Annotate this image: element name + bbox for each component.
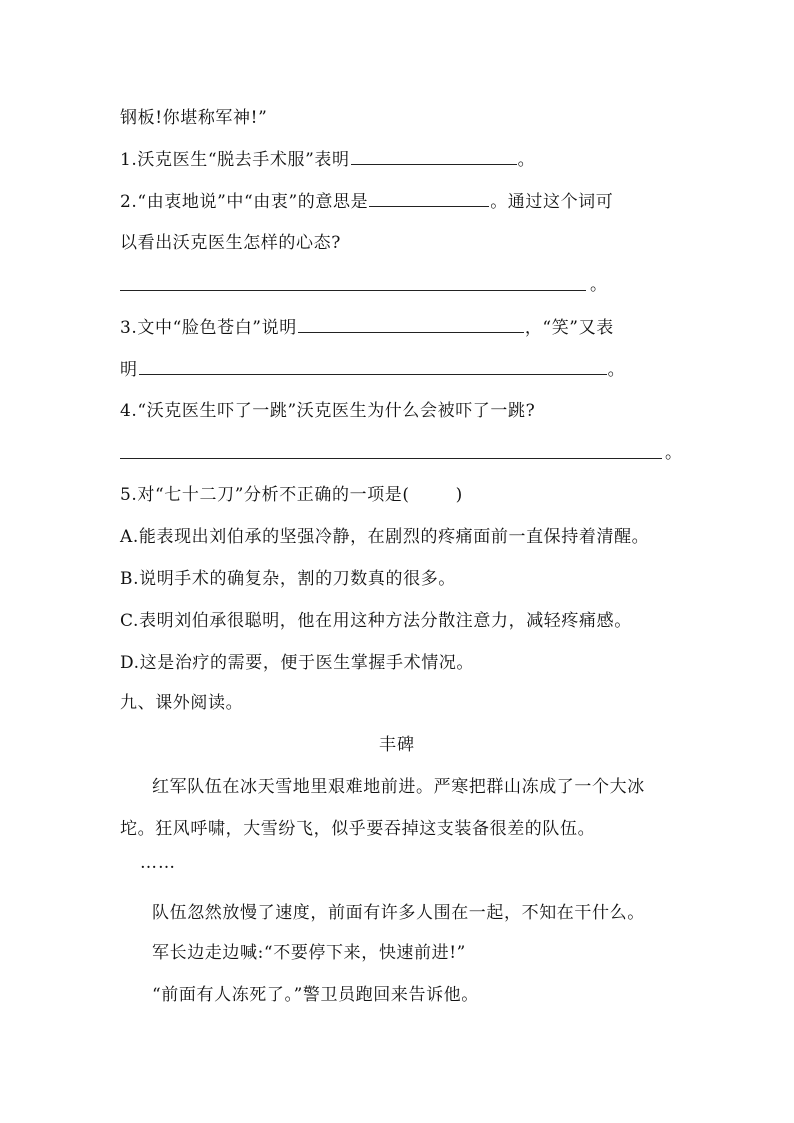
paragraph-1-line-1: 红军队伍在冰天雪地里艰难地前进。严寒把群山冻成了一个大冰: [152, 777, 645, 797]
question-1: [120, 148, 535, 171]
question-3-end: 。: [607, 360, 626, 380]
carry-over-line: 钢板!你堪称军神!”: [120, 108, 268, 128]
question-5: [120, 484, 463, 506]
option-d: D.这是治疗的需要，便于医生掌握手术情况。: [120, 653, 475, 673]
answer-blank-2a[interactable]: [369, 190, 489, 207]
answer-blank-1[interactable]: [351, 148, 517, 165]
question-1-text: 1.沃克医生“脱去手术服”表明: [120, 150, 350, 170]
answer-line-4-end: 。: [665, 443, 683, 463]
question-3: [120, 316, 614, 339]
ellipsis: ……: [140, 853, 176, 873]
question-3-line-2-text: 明: [120, 360, 138, 380]
paragraph-2: 队伍忽然放慢了速度，前面有许多人围在一起，不知在干什么。: [152, 903, 645, 923]
answer-line-2b[interactable]: [120, 290, 586, 291]
question-2-continuation: 。通过这个词可: [490, 192, 614, 212]
answer-blank-3b[interactable]: [139, 358, 607, 375]
answer-line-2b-end: 。: [590, 275, 608, 295]
paragraph-3: 军长边走边喊:“不要停下来，快速前进!”: [152, 943, 466, 963]
question-3-continuation: ，“笑”又表: [524, 318, 614, 338]
section-heading: 九、课外阅读。: [120, 693, 244, 713]
answer-line-4[interactable]: [120, 458, 662, 459]
question-2: [120, 190, 613, 213]
question-3-line-2: [120, 358, 625, 381]
question-3-text: 3.文中“脸色苍白”说明: [120, 318, 297, 338]
question-5-text: 5.对“七十二刀”分析不正确的一项是(: [120, 485, 410, 505]
question-5-close: ): [455, 485, 463, 505]
answer-blank-3a[interactable]: [298, 316, 524, 333]
question-1-end: 。: [517, 150, 536, 170]
question-2-text: 2.“由衷地说”中“由衷”的意思是: [120, 192, 369, 212]
option-a: A.能表现出刘伯承的坚强冷静，在剧烈的疼痛面前一直保持着清醒。: [120, 527, 650, 547]
paragraph-1-line-2: 坨。狂风呼啸，大雪纷飞，似乎要吞掉这支装备很差的队伍。: [120, 819, 596, 839]
question-2-line-2: 以看出沃克医生怎样的心态?: [120, 233, 341, 253]
question-4: 4.“沃克医生吓了一跳”沃克医生为什么会被吓了一跳?: [120, 401, 536, 421]
option-b: B.说明手术的确复杂，割的刀数真的很多。: [120, 569, 456, 589]
passage-title: 丰碑: [379, 735, 415, 755]
option-c: C.表明刘伯承很聪明，他在用这种方法分散注意力，减轻疼痛感。: [120, 611, 632, 631]
paragraph-4: “前面有人冻死了。”警卫员跑回来告诉他。: [152, 985, 479, 1005]
